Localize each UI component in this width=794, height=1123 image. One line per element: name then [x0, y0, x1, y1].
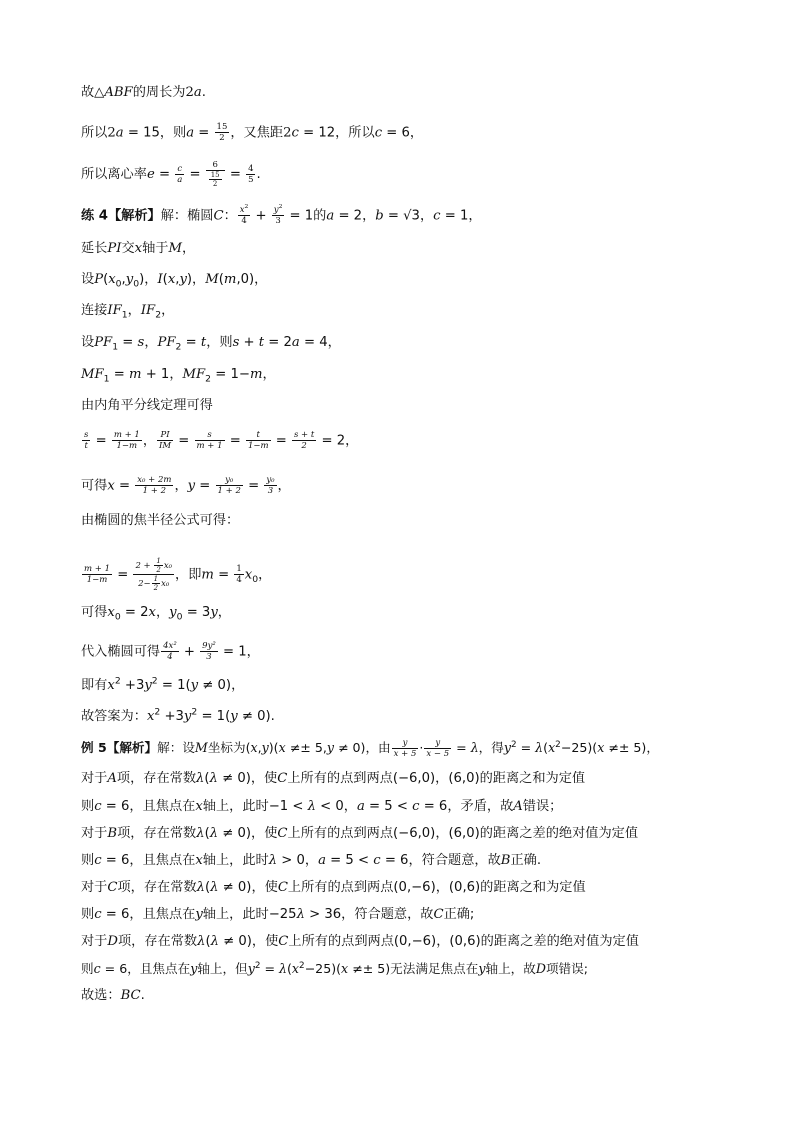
solution-line-eccentricity: 所以离心率e = $\frac{c}{a}$ = $\frac{6}{\frac{15}{2}}$ = $\frac{4}{5}$ .	[81, 160, 261, 188]
option-d-conclusion: 则c = 6，且焦点在y轴上，但$y^2 = \lambda(x^2-25)(x \ne\pm 5)$无法满足焦点在y轴上，故D项错误;	[81, 960, 588, 976]
solution-line: 由椭圆的焦半径公式可得：	[81, 513, 240, 528]
fraction: $\frac{y^2}{3}$	[273, 203, 283, 226]
fraction: $\frac{y}{x - 5}$	[426, 738, 450, 759]
fraction: $\frac{m + 1}{1-m}$	[84, 564, 110, 585]
option-b-line: 对于B项，存在常数λ(λ ≠ 0)，使C上所有的点到两点(−6,0)，(6,0)的距离之差的绝对值为定值	[81, 826, 639, 841]
fraction: $\frac{\text{4x²}}{4}$	[163, 641, 177, 662]
option-c-conclusion: 则c = 6，且焦点在y轴上，此时−25λ > 36，符合题意，故C正确;	[81, 907, 475, 922]
fraction: $\frac{x^2}{4}$	[239, 203, 249, 226]
solution-line: 可得$x_0 = 2x$，$y_0 = 3y$，	[81, 605, 231, 623]
exercise-label: 练 4【解析】	[81, 208, 161, 224]
fraction: $\frac{\text{9y²}}{3}$	[202, 641, 216, 662]
exercise-4-heading-line: 练 4【解析】解：椭圆C： $\frac{x^2}{4}$ + $\frac{y^2}{3}$ = 1的a = 2，b = √3，c = 1，	[81, 203, 482, 226]
fraction: $\frac{4}{5}$	[248, 163, 254, 185]
solution-line: 可得x = $\frac{\text{x₀ + 2m}}{1 + 2}$ ，y = $\frac{\text{y₀}}{1 + 2}$ = $\frac{\text{y₀}}{3}$ ，	[81, 475, 291, 496]
solution-line: 由内角平分线定理可得	[81, 398, 213, 413]
fraction: $\frac{m + 1}{1-m}$	[113, 430, 140, 451]
solution-line: 延长PI交x轴于M，	[81, 241, 196, 256]
fraction: $\frac{s + t}{2}$	[293, 430, 315, 451]
fraction: $\frac{PI}{IM}$	[159, 430, 172, 451]
fraction: $\frac{s}{t}$	[84, 430, 89, 451]
final-answer-line: 故选：BC.	[81, 988, 145, 1003]
solution-line: 即有$x^2 +3y^2 = 1(y \ne 0)$，	[81, 675, 245, 693]
fraction: $\frac{\text{y₀}}{3}$	[266, 475, 275, 496]
fraction: $\frac{s}{m + 1}$	[196, 430, 223, 451]
fraction: $\frac{\text{x₀ + 2m}}{1 + 2}$	[137, 475, 172, 496]
option-d-line: 对于D项，存在常数λ(λ ≠ 0)，使C上所有的点到两点(0,−6)，(0,6)的距离之差的绝对值为定值	[81, 934, 639, 949]
solution-line: 设$P(x_0,y_0)$，I(x,y)，M(m,0)，	[81, 272, 268, 290]
fraction: $\frac{1}{4}$	[236, 564, 242, 585]
option-c-line: 对于C项，存在常数λ(λ ≠ 0)，使C上所有的点到两点(0,−6)，(0,6)的距离之和为定值	[81, 880, 586, 895]
fraction: $\frac{\text{y₀}}{1 + 2}$	[217, 475, 241, 496]
solution-line: $MF_1 = m + 1$，$MF_2 = 1-m$，	[81, 367, 276, 385]
solution-line: 设$PF_1 = s$，$PF_2 = t$，则s + t = 2a = 4，	[81, 335, 341, 353]
angle-bisector-equation: $\frac{s}{t}$ = $\frac{m + 1}{1-m}$ ， $\frac{PI}{IM}$ = $\frac{s}{m + 1}$ = $\frac{t}{1-m}$ = $\frac{s + t}{2}$ = 2，	[84, 430, 359, 451]
fraction: $\frac{15}{2}$	[216, 122, 228, 143]
answer-line: 故答案为：$x^2 +3y^2 = 1(y \ne 0)$.	[81, 706, 275, 724]
fraction: $\frac{t}{1-m}$	[247, 430, 269, 451]
solution-line-perimeter: 故△ABF的周长为2a.	[81, 85, 206, 100]
fraction: 2 + $\frac{1}{2}$ x₀ 2− $\frac{1}{2}$ x₀	[135, 557, 173, 592]
substitution-line: 代入椭圆可得 $\frac{\text{4x²}}{4}$ + $\frac{\text{9y²}}{3}$ = 1，	[81, 641, 260, 662]
example-label: 例 5【解析】	[81, 740, 158, 755]
example-5-heading-line: 例 5【解析】解：设M坐标为(x,y)(x ≠± 5,y ≠ 0)，由 $\frac{y}{x + 5}$ · $\frac{y}{x - 5}$ = λ，得$y^2 = \lambda(x^2-25)(x \ne\pm 5)$，	[81, 738, 659, 759]
option-a-line: 对于A项，存在常数λ(λ ≠ 0)，使C上所有的点到两点(−6,0)，(6,0)的距离之和为定值	[81, 771, 586, 786]
option-a-conclusion: 则c = 6，且焦点在x轴上，此时−1 < λ < 0，a = 5 < c = 6，矛盾，故A错误；	[81, 799, 563, 814]
option-b-conclusion: 则c = 6，且焦点在x轴上，此时λ > 0，a = 5 < c = 6，符合题意，故B正确.	[81, 853, 542, 868]
solution-line-a-value: 所以2a = 15，则a = $\frac{15}{2}$ ，又焦距2c = 12，所以c = 6，	[81, 122, 424, 143]
solution-line: 连接$IF_1$，$IF_2$，	[81, 303, 175, 321]
fraction: $\frac{6}{\frac{15}{2}}$	[206, 160, 225, 188]
focal-radius-equation: $\frac{m + 1}{1-m}$ = 2 + $\frac{1}{2}$ x₀ 2− $\frac{1}{2}$ x₀ ，即m = $\frac{1}{4}$ $x_0$，	[84, 557, 272, 592]
fraction: $\frac{y}{x + 5}$	[393, 738, 417, 759]
fraction: $\frac{c}{a}$	[177, 163, 183, 185]
